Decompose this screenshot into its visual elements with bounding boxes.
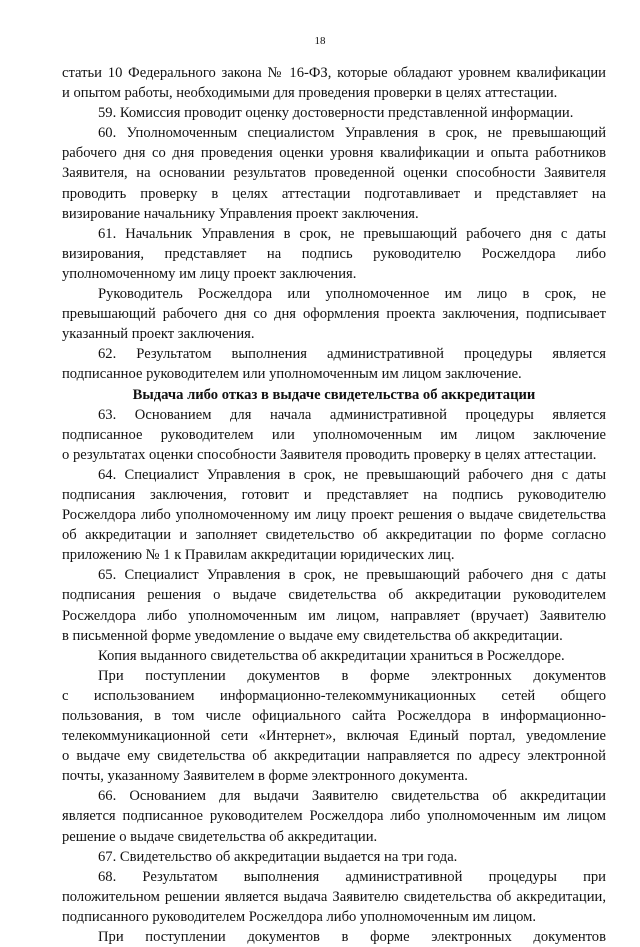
text-line: решение о выдаче свидетельства об аккредитации. xyxy=(62,828,378,845)
text-line: подписания заключения, готовит и представляет на подпись руководителю xyxy=(62,486,606,503)
text-line: визирования, представляет на подпись руководителю Росжелдора либо xyxy=(62,245,606,262)
text-line: указанный проект заключения. xyxy=(62,326,255,343)
page-number: 18 xyxy=(314,35,326,47)
text-line: 63. Основанием для начала административной процедуры является xyxy=(98,406,606,423)
text-line: и опытом работы, необходимыми для проведения проверки в целях аттестации. xyxy=(62,85,558,102)
text-line: 62. Результатом выполнения административной процедуры является xyxy=(98,346,606,363)
text-line: приложению № 1 к Правилам аккредитации юридических лиц. xyxy=(62,547,455,564)
text-line: 60. Уполномоченным специалистом Управления в срок, не превышающий xyxy=(98,125,606,142)
text-line: Руководитель Росжелдора или уполномоченное им лицо в срок, не xyxy=(98,286,606,303)
text-line: телекоммуникационной сети «Интернет», включая Единый портал, уведомление xyxy=(62,728,606,745)
text-line: положительном решении является выдача Заявителю свидетельства об аккредитации, xyxy=(62,888,606,905)
text-line: пользования, в том числе официального сайта Росжелдора в информационно- xyxy=(62,708,606,724)
text-line: 66. Основанием для выдачи Заявителю свидетельства об аккредитации xyxy=(98,788,606,805)
text-line: 65. Специалист Управления в срок, не превышающий рабочего дня с даты xyxy=(98,567,606,584)
text-line: Росжелдора либо уполномоченному им лицу проект решения о выдаче свидетельства xyxy=(62,507,606,524)
text-line: 67. Свидетельство об аккредитации выдается на три года. xyxy=(98,848,458,865)
text-line: При поступлении документов в форме электронных документов xyxy=(98,929,606,946)
text-line: проводить проверку в целях аттестации подготавливает и представляет на xyxy=(62,185,606,202)
text-line: 68. Результатом выполнения административной процедуры при xyxy=(98,868,606,885)
document-body xyxy=(62,63,606,947)
text-line: уполномоченному им лицу проект заключения. xyxy=(62,265,357,282)
text-line: подписанное руководителем или уполномоченным им лицом заключение xyxy=(62,426,606,443)
text-line: об аккредитации и заполняет свидетельство об аккредитации по форме согласно xyxy=(62,527,606,544)
text-line: о результатах оценки способности Заявителя проводить проверку в целях аттестации. xyxy=(62,446,597,463)
section-heading: Выдача либо отказ в выдаче свидетельства об аккредитации xyxy=(132,386,536,403)
text-line: подписания решения о выдаче свидетельства об аккредитации руководителем xyxy=(62,587,606,604)
text-line: подписанное руководителем или уполномоченным им лицом заключение. xyxy=(62,366,522,383)
text-line: почты, указанному Заявителем в форме электронного документа. xyxy=(62,768,468,785)
text-line: 59. Комиссия проводит оценку достоверности представленной информации. xyxy=(98,105,574,122)
text-line: Копия выданного свидетельства об аккредитации храниться в Росжелдоре. xyxy=(98,647,565,664)
text-line: Росжелдора либо уполномоченным им лицом, направляет (вручает) Заявителю xyxy=(62,607,606,624)
text-line: 61. Начальник Управления в срок, не превышающий рабочего дня с даты xyxy=(98,225,606,242)
text-line: о выдаче ему свидетельства об аккредитации направляется по адресу электронной xyxy=(62,748,606,765)
text-line: При поступлении документов в форме электронных документов xyxy=(98,667,606,684)
text-line: подписанного руководителем Росжелдора либо уполномоченным им лицом. xyxy=(62,908,537,925)
text-line: превышающий рабочего дня со дня оформления проекта заключения, подписывает xyxy=(62,306,606,323)
text-line: 64. Специалист Управления в срок, не превышающий рабочего дня с даты xyxy=(98,466,606,483)
text-line: визирование начальнику Управления проект заключения. xyxy=(62,205,419,222)
text-line: статьи 10 Федерального закона № 16-ФЗ, которые обладают уровнем квалификации xyxy=(62,65,606,81)
text-line: с использованием информационно-телекоммуникационных сетей общего xyxy=(62,687,606,704)
text-line: Заявителя, на основании результатов проведенной оценки способности Заявителя xyxy=(62,165,606,182)
text-line: является подписанное руководителем Росжелдора либо уполномоченным им лицом xyxy=(62,808,606,825)
text-line: в письменной форме уведомление о выдаче ему свидетельства об аккредитации. xyxy=(62,627,563,644)
text-line: рабочего дня со дня проведения оценки уровня квалификации и опыта работников xyxy=(62,145,606,162)
